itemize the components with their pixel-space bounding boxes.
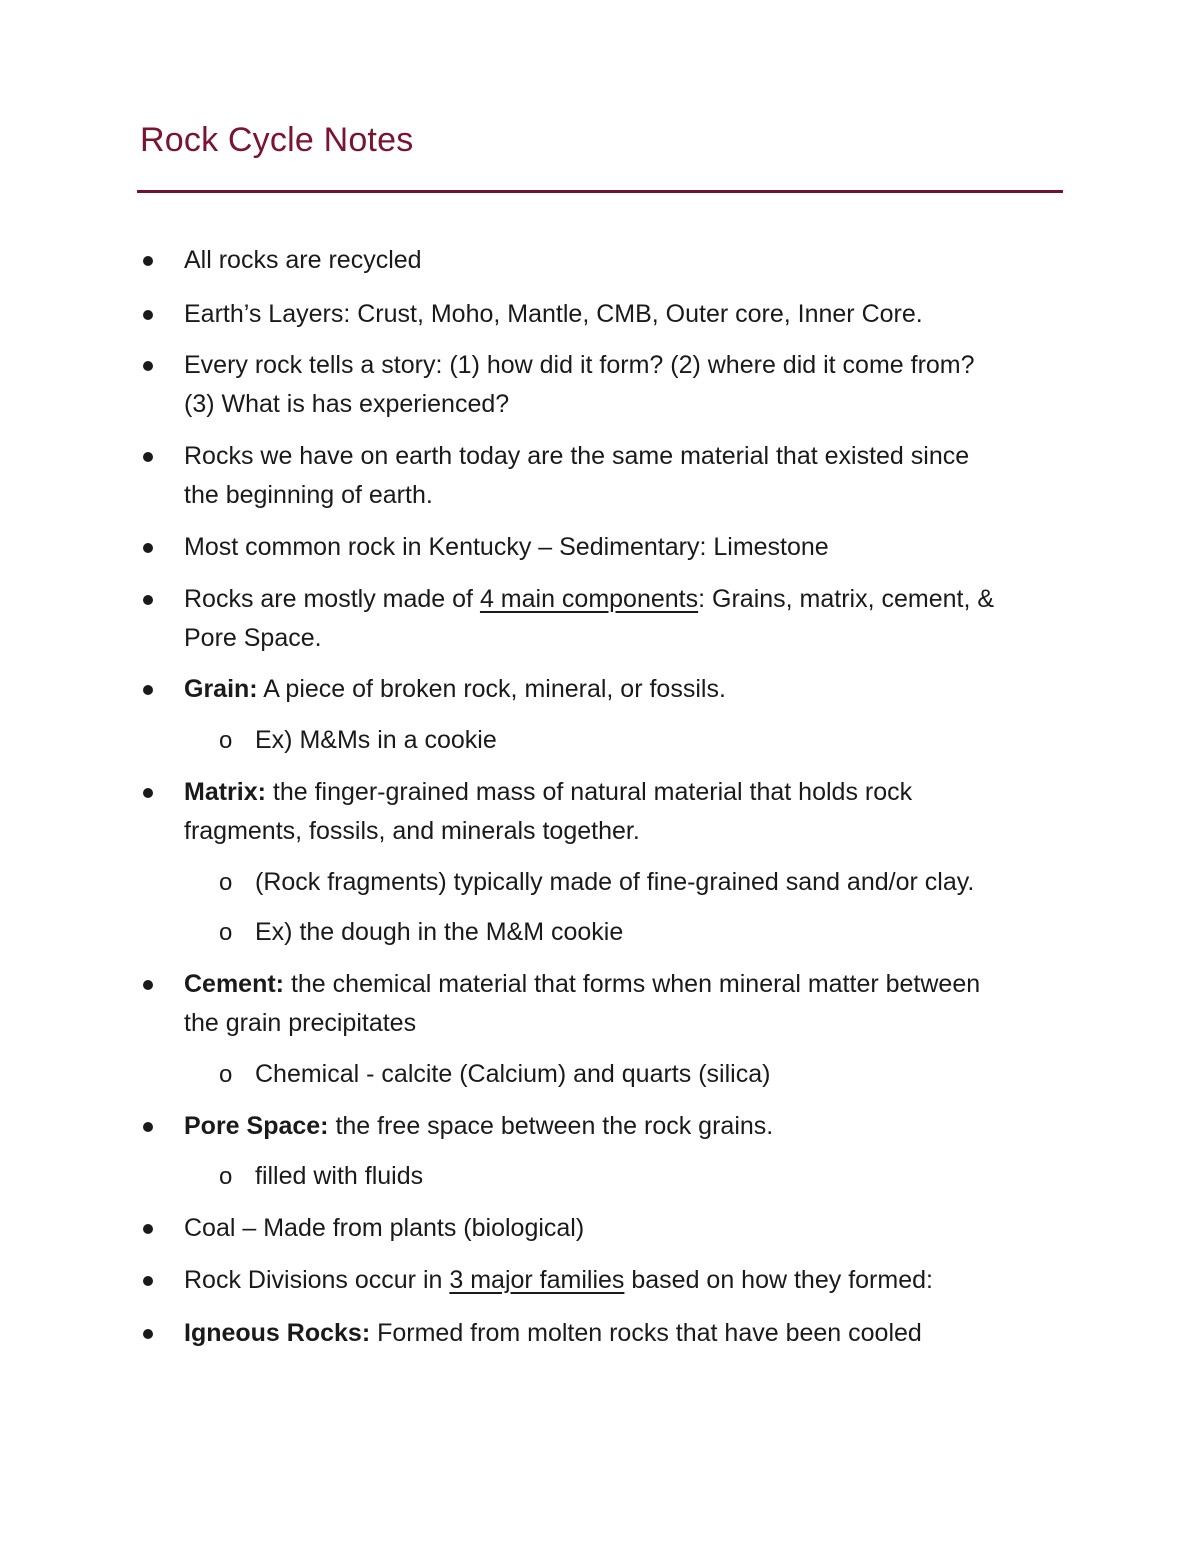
list-item [184, 580, 1064, 658]
item-text: Most common rock in Kentucky – Sedimentary: Limestone [184, 533, 829, 561]
list-item [184, 1209, 1064, 1248]
term-igneous-rocks: Igneous Rocks: [184, 1319, 371, 1347]
definition-text: the grain precipitates [184, 1009, 417, 1037]
item-text: : Grains, matrix, cement, & [698, 585, 995, 613]
term-cement: Cement: [184, 970, 285, 998]
item-text: Rocks are mostly made of [184, 585, 480, 613]
underlined-phrase: 4 main components [479, 585, 699, 613]
definition-text: A piece of broken rock, mineral, or fossils. [257, 675, 726, 703]
item-text: based on how they formed: [624, 1266, 933, 1294]
item-text: (Rock fragments) typically made of fine-grained sand and/or clay. [255, 868, 975, 896]
definition-text: the free space between the rock grains. [328, 1112, 774, 1140]
item-text: (3) What is has experienced? [184, 390, 510, 418]
item-text: Every rock tells a story: (1) how did it form? (2) where did it come from? [184, 351, 975, 379]
list-item [184, 773, 1064, 851]
definition-text: Formed from molten rocks that have been cooled [370, 1319, 922, 1347]
item-text: Rocks we have on earth today are the same material that existed since [184, 442, 970, 470]
list-item [184, 346, 1064, 424]
definition-text: the finger-grained mass of natural material that holds rock [265, 778, 913, 806]
list-item [184, 1261, 1064, 1300]
underlined-phrase: 3 major families [449, 1266, 625, 1294]
list-item [184, 437, 1064, 515]
item-text: Ex) M&Ms in a cookie [255, 726, 497, 754]
title-divider [137, 190, 1063, 193]
sub-list-item [255, 863, 1065, 902]
list-item [184, 528, 1064, 567]
list-item [184, 1314, 1064, 1353]
term-matrix: Matrix: [184, 778, 266, 806]
list-item [184, 295, 1064, 334]
item-text: Ex) the dough in the M&M cookie [255, 918, 624, 946]
sub-list-item [255, 1055, 1065, 1094]
item-text: Rock Divisions occur in [184, 1266, 450, 1294]
item-text: Coal – Made from plants (biological) [184, 1214, 585, 1242]
list-item [184, 670, 1064, 709]
list-item [184, 965, 1064, 1043]
item-text: Chemical - calcite (Calcium) and quarts (silica) [255, 1060, 771, 1088]
list-item [184, 241, 1064, 280]
sub-list-item [255, 721, 1065, 760]
item-text: All rocks are recycled [184, 246, 422, 274]
definition-text: fragments, fossils, and minerals together. [184, 817, 640, 845]
item-text: filled with fluids [255, 1162, 424, 1190]
term-pore-space: Pore Space: [184, 1112, 329, 1140]
item-text: the beginning of earth. [184, 481, 433, 509]
sub-list-item [255, 913, 1065, 952]
page-title: Rock Cycle Notes [140, 121, 414, 159]
definition-text: the chemical material that forms when mineral matter between [284, 970, 981, 998]
item-text: Earth’s Layers: Crust, Moho, Mantle, CMB, Outer core, Inner Core. [184, 300, 923, 328]
term-grain: Grain: [184, 675, 258, 703]
list-item [184, 1107, 1064, 1146]
item-text: Pore Space. [184, 624, 322, 652]
sub-list-item [255, 1157, 1065, 1196]
